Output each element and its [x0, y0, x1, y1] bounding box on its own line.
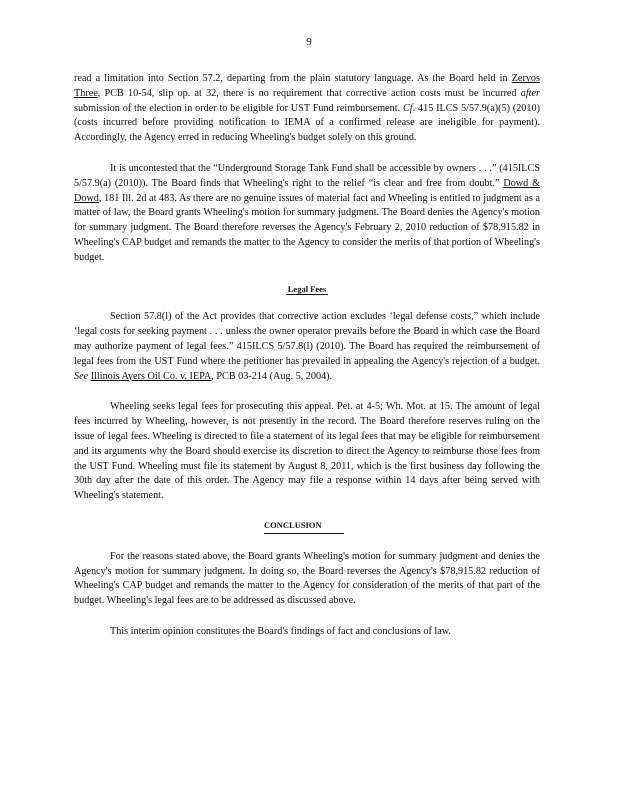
page-number: 9: [306, 36, 312, 48]
paragraph-legal-fees: [74, 400, 540, 504]
paragraph-section-57-8: [74, 310, 540, 384]
document-body: [74, 72, 540, 640]
text-span: Section 57.8(l) of the Act provides that corrective action excludes ‘legal defense costs,” which include ‘legal costs for seeking payment . . . unless the owner operator prevails before the Board in which case the Board may authorize payment of legal fees.” 415ILCS 5/57.8(l) (2010). The Board has required the reimbursement of legal fees from the UST Fund where the petitioner has prevailed in appealing the Agency's rejection of a budget.: [74, 311, 540, 367]
heading-text: Legal Fees: [287, 283, 327, 294]
paragraph-interim-opinion: [74, 625, 540, 640]
heading-text: CONCLUSION: [264, 518, 344, 534]
italic-cf: Cf: [402, 102, 413, 114]
paragraph-limitation: [74, 72, 540, 146]
section-heading-conclusion: [74, 518, 540, 534]
text-span: Wheeling seeks legal fees for prosecuting this appeal. Pet. at 4-5; Wh. Mot. at 15. The amount of legal fees incurred by Wheeling, however, is not presently in the record. The Board therefore reserves ruling on the issue of legal fees. Wheeling is directed to file a statement of its legal fees that may be eligible for reimbursement and its arguments why the Board should exercise its discretion to direct the Agency to reimburse those fees from the UST Fund. Wheeling must file its statement by August 8, 2011, which is the first business day following the 30th day after the date of this order. The Agency may file a response within 14 days after being served with Wheeling's statement.: [74, 401, 540, 502]
italic-after: after: [520, 87, 540, 99]
text-span: , 181 Ill. 2d at 483. As there are no genuine issues of material fact and Wheeling is entitled to judgment as a matter of law, the Board grants Wheeling's motion for summary judgment. The Board denies the Agency's motion for summary judgment. The Board therefore reverses the Agency's February 2, 2010 reduction of $78,915.82 in Wheeling's CAP budget and remands the matter to the Agency to consider the merits of that portion of Wheeling's budget.: [74, 192, 540, 263]
paragraph-conclusion: [74, 550, 540, 609]
text-span: For the reasons stated above, the Board grants Wheeling's motion for summary judgment and denies the Agency's motion for summary judgment. In doing so, the Board reverses the Agency's $78,915.82 reduction of Wheeling's CAP budget and remands the matter to the Agency for consideration of the merits of that part of the budget. Wheeling's legal fees are to be addressed as discussed above.: [74, 550, 540, 607]
text-span: , PCB 10-54, slip op. at 32, there is no requirement that corrective action costs must be incurred: [97, 87, 521, 99]
text-span: read a limitation into Section 57.2, departing from the plain statutory language. As the Board held in: [74, 73, 512, 84]
case-citation-illinois-ayers: Illinois Ayers Oil Co. v. IEPA: [90, 370, 212, 382]
text-span: . 415 ILCS 5/57.9(a)(5) (2010) (costs incurred before providing notification to IEMA of a confirmed release are ineligible for payment). Accordingly, the Agency erred in reducing Wheeling's budget solely on this ground.: [74, 102, 540, 144]
text-span: submission of the election in order to be eligible for UST Fund reimbursement.: [74, 102, 403, 114]
section-heading-legal-fees: [74, 282, 540, 297]
text-span: It is uncontested that the “Underground Storage Tank Fund shall be accessible by owners . . .” (415ILCS 5/57.9(a) (2010)). The Board finds that Wheeling's right to the relief “is clear and free from doubt.”: [74, 162, 540, 189]
paragraph-uncontested: [74, 162, 540, 266]
italic-see: See: [74, 370, 89, 382]
text-span: This interim opinion constitutes the Board's findings of fact and conclusions of law.: [110, 625, 451, 637]
text-span: , PCB 03-214 (Aug. 5, 2004).: [211, 370, 333, 382]
case-citation-dowd: Dowd & Dowd: [74, 177, 540, 204]
case-citation-zervos: Zervos Three: [74, 73, 540, 99]
